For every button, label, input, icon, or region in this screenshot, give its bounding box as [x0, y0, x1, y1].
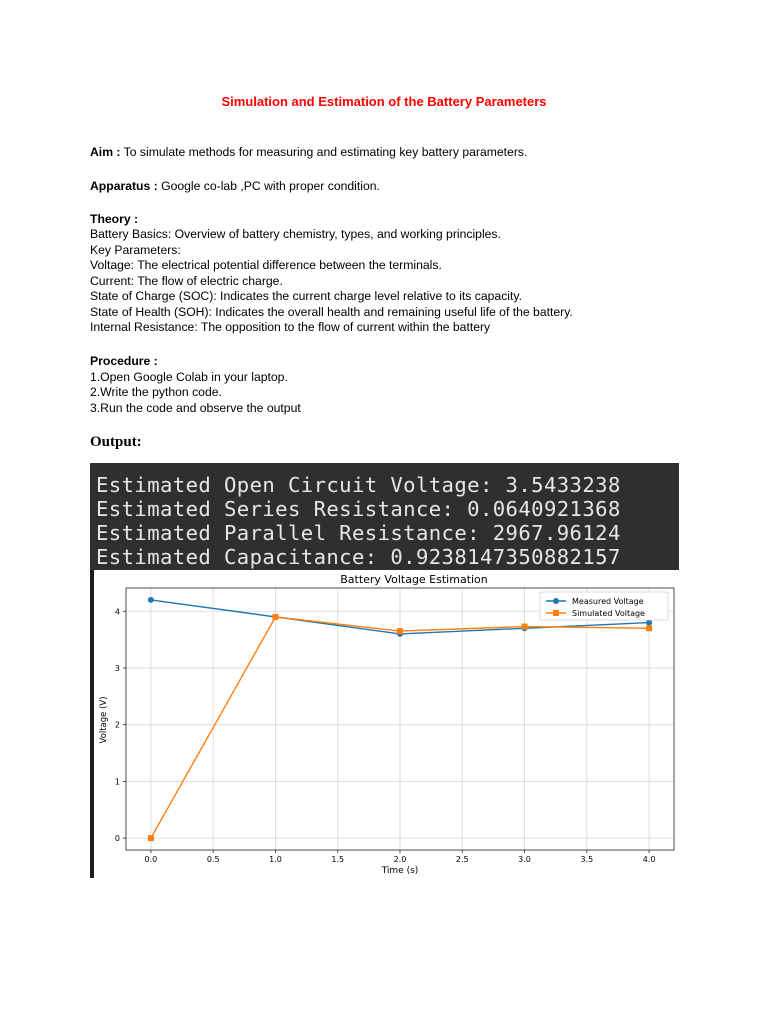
data-point-square [148, 835, 154, 841]
data-point-square [397, 628, 403, 634]
procedure-step: 3.Run the code and observe the output [90, 400, 301, 415]
data-point-square [522, 624, 528, 630]
console-line: Estimated Parallel Resistance: 2967.96124 [96, 521, 621, 545]
data-point-circle [646, 620, 652, 626]
x-tick-label: 2.0 [393, 855, 407, 864]
console-line: Estimated Open Circuit Voltage: 3.5433238 [96, 473, 621, 497]
x-tick-label: 2.5 [455, 855, 469, 864]
aim-line [90, 145, 527, 161]
apparatus-label: Apparatus : [90, 179, 158, 193]
procedure-step: 2.Write the python code. [90, 385, 222, 399]
theory-line: State of Health (SOH): Indicates the overall health and remaining useful life of the battery. [90, 304, 573, 319]
y-tick-label: 2 [114, 720, 120, 730]
theory-line: State of Charge (SOC): Indicates the current charge level relative to its capacity. [90, 289, 522, 303]
aim-text: To simulate methods for measuring and estimating key battery parameters. [120, 145, 528, 159]
theory-line: Current: The flow of electric charge. [90, 273, 283, 288]
legend-label: Simulated Voltage [572, 609, 645, 618]
theory-line: Battery Basics: Overview of battery chemistry, types, and working principles. [90, 227, 501, 241]
console-output [90, 463, 679, 570]
chart-legend [540, 592, 668, 620]
chart-title: Battery Voltage Estimation [340, 573, 488, 586]
x-tick-label: 1.5 [331, 855, 345, 864]
data-point-square [272, 614, 278, 620]
voltage-chart [90, 570, 679, 878]
x-tick-label: 3.5 [580, 855, 594, 864]
theory-line: Key Parameters: [90, 242, 181, 257]
legend-marker [553, 610, 559, 616]
x-tick-label: 4.0 [642, 855, 656, 864]
y-tick-label: 1 [114, 777, 120, 787]
y-axis-label: Voltage (V) [99, 696, 109, 744]
x-tick-label: 3.0 [518, 855, 531, 864]
y-tick-label: 3 [114, 663, 120, 673]
procedure-step: 1.Open Google Colab in your laptop. [90, 369, 288, 384]
y-tick-label: 0 [114, 834, 120, 844]
theory-line: Internal Resistance: The opposition to the flow of current within the battery [90, 320, 491, 334]
y-tick-label: 4 [114, 607, 120, 617]
plot-crop-edge [90, 570, 94, 878]
console-line: Estimated Series Resistance: 0.0640921368 [96, 497, 621, 521]
data-point-square [646, 625, 652, 631]
chart-svg [90, 570, 679, 878]
legend-marker [553, 598, 559, 604]
theory-line: Voltage: The electrical potential difference between the terminals. [90, 258, 442, 272]
chart-ticks [115, 607, 656, 864]
apparatus-line [90, 179, 380, 195]
x-axis-label: Time (s) [381, 866, 419, 876]
x-tick-label: 0.5 [206, 855, 220, 864]
theory-label: Theory : [90, 212, 139, 226]
legend-label: Measured Voltage [572, 597, 644, 606]
console-line: Estimated Capacitance: 0.9238147350882157 [96, 545, 621, 569]
data-point-circle [148, 597, 154, 603]
output-heading: Output: [90, 434, 142, 450]
procedure-label: Procedure : [90, 354, 158, 368]
x-tick-label: 1.0 [269, 855, 282, 864]
x-tick-label: 0.0 [144, 855, 158, 864]
page-title: Simulation and Estimation of the Battery Parameters [221, 94, 547, 109]
apparatus-text: Google co-lab ,PC with proper condition. [157, 179, 380, 193]
aim-label: Aim : [90, 145, 121, 159]
